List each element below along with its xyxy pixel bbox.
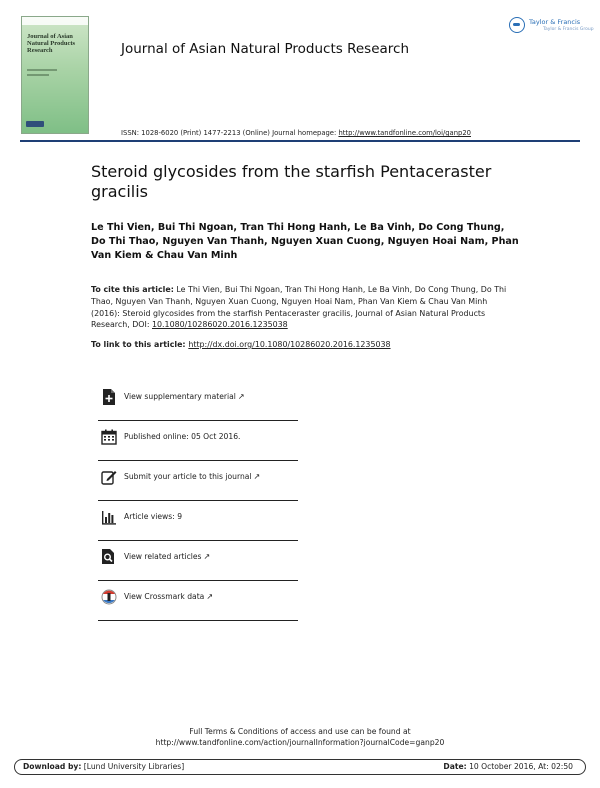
supplementary-material-link[interactable]: View supplementary material — [124, 392, 236, 401]
related-articles-row[interactable] — [98, 541, 298, 581]
crossmark-link[interactable]: View Crossmark data — [124, 592, 205, 601]
article-link[interactable]: http://dx.doi.org/10.1080/10286020.2016.1235038 — [188, 340, 391, 349]
issn-line — [121, 129, 471, 137]
publisher-sub: Taylor & Francis Group — [543, 27, 594, 32]
related-articles-link[interactable]: View related articles — [124, 552, 202, 561]
calendar-icon — [101, 429, 117, 445]
cover-text-line — [27, 74, 49, 76]
cover-text-line — [27, 69, 57, 71]
published-online-row — [98, 421, 298, 461]
downloaded-by — [23, 762, 184, 771]
external-link-icon: ↗ — [237, 392, 245, 401]
downloaded-by-label: Download by: — [23, 762, 82, 771]
terms-line: Full Terms & Conditions of access and use can be found at — [189, 727, 411, 736]
downloaded-by-value: [Lund University Libraries] — [81, 762, 185, 771]
citation-text: Le Thi Vien, Bui Thi Ngoan, Tran Thi Hong Hanh, Le Ba Vinh, Do Cong Thung, Do Thi Thao, Nguyen Van Thanh, Nguyen Xuan Cuong, Nguyen Hoai Nam, Phan Van Kiem & Chau Van Minh (2016): Steroid glycosides from the starfish Pentaceraster gracilis, Journal of Asian Natural Products Research, DOI: — [91, 285, 507, 330]
journal-title: Journal of Asian Natural Products Research — [121, 41, 410, 57]
published-online-text: Published online: 05 Oct 2016. — [124, 432, 241, 441]
publisher-logo — [509, 15, 594, 39]
citation-label: To cite this article: — [91, 285, 174, 294]
related-articles-icon — [101, 549, 117, 565]
download-date-label: Date: — [443, 762, 467, 771]
cover-top-band — [22, 17, 88, 25]
citation-doi-link[interactable]: 10.1080/10286020.2016.1235038 — [152, 320, 288, 330]
external-link-icon: ↗ — [253, 472, 261, 481]
article-link-line — [91, 340, 391, 349]
crossmark-icon — [101, 589, 117, 605]
submit-article-link[interactable]: Submit your article to this journal — [124, 472, 252, 481]
article-title: Steroid glycosides from the starfish Pentaceraster gracilis — [91, 162, 492, 201]
article-authors: Le Thi Vien, Bui Thi Ngoan, Tran Thi Hong Hanh, Le Ba Vinh, Do Cong Thung, Do Thi Thao, Nguyen Van Thanh, Nguyen Xuan Cuong, Nguyen Hoai Nam, Phan Van Kiem & Chau Van Minh — [91, 222, 519, 261]
download-date — [443, 762, 573, 771]
journal-homepage-link[interactable]: http://www.tandfonline.com/loi/ganp20 — [338, 129, 471, 137]
article-links-list — [98, 381, 298, 621]
supplementary-file-icon — [101, 389, 117, 405]
article-link-label: To link to this article: — [91, 340, 189, 349]
publisher-name: Taylor & Francis — [529, 18, 581, 26]
cover-badge — [26, 121, 44, 127]
download-info-bar — [14, 759, 586, 775]
bar-chart-icon — [101, 509, 117, 525]
article-views-row — [98, 501, 298, 541]
crossmark-row[interactable] — [98, 581, 298, 621]
terms-block — [0, 726, 600, 748]
submit-article-row[interactable] — [98, 461, 298, 501]
external-link-icon: ↗ — [206, 592, 214, 601]
journal-cover-thumbnail — [21, 16, 89, 134]
citation-block — [91, 284, 511, 331]
publisher-logo-icon — [509, 17, 525, 33]
terms-url-link[interactable]: http://www.tandfonline.com/action/journalInformation?journalCode=ganp20 — [155, 738, 445, 747]
edit-icon — [101, 469, 117, 485]
issn-text: ISSN: 1028-6020 (Print) 1477-2213 (Online) Journal homepage: — [121, 129, 339, 137]
article-views-text: Article views: 9 — [124, 512, 183, 521]
external-link-icon: ↗ — [203, 552, 211, 561]
cover-title: Journal of Asian Natural Products Research — [27, 33, 76, 54]
supplementary-material-row[interactable] — [98, 381, 298, 421]
header-divider — [20, 140, 580, 142]
download-date-value: 10 October 2016, At: 02:50 — [466, 762, 573, 771]
